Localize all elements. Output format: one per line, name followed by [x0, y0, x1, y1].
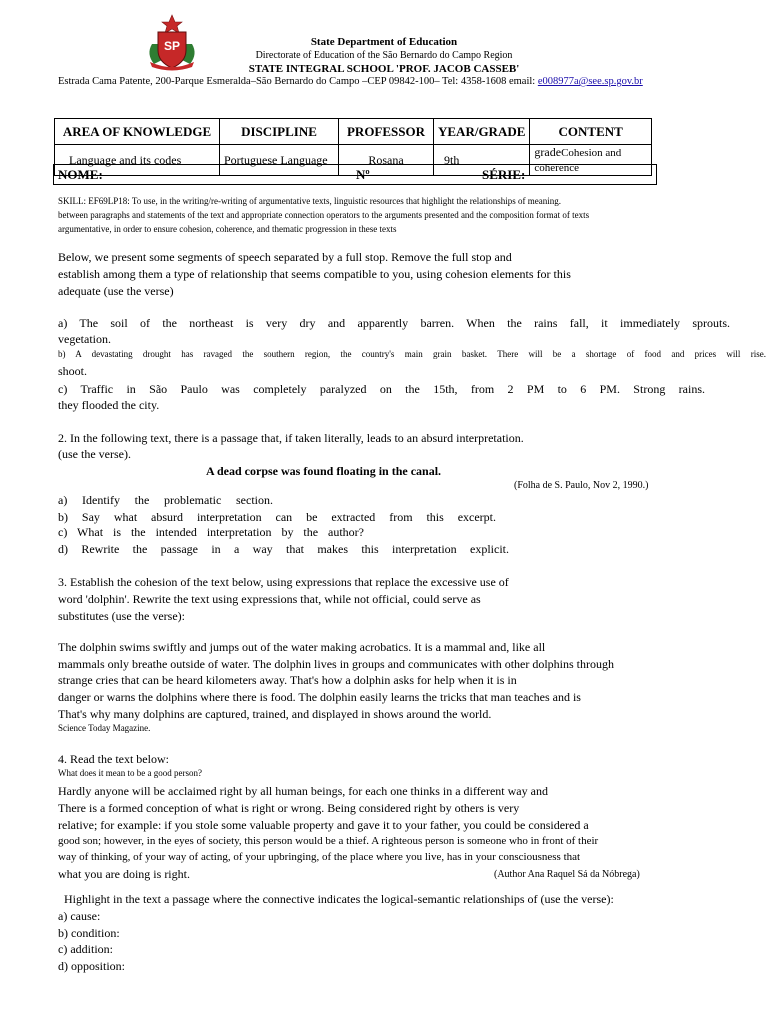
q2-item-a: a) Identify the problematic section. — [58, 493, 273, 507]
q1-item-c: c) Traffic in São Paulo was completely paralyzed on the 15th, from 2 PM to 6 PM. Strong rains. — [58, 382, 705, 396]
header-professor: PROFESSOR — [339, 119, 434, 145]
school-name: STATE INTEGRAL SCHOOL 'PROF. JACOB CASSEB' — [248, 63, 520, 75]
q3-line-3: substitutes (use the verse): — [58, 609, 185, 623]
q2-item-b: b) Say what absurd interpretation can be extracted from this excerpt. — [58, 510, 496, 524]
number-label: Nº — [356, 167, 370, 182]
header-area: AREA OF KNOWLEDGE — [55, 119, 220, 145]
header-content: CONTENT — [530, 119, 652, 145]
q3-text-2: mammals only breathe outside of water. The dolphin lives in groups and communicates with other dolphins through — [58, 657, 615, 671]
value-grade: grade — [534, 145, 562, 159]
skill-line-3: argumentative, in order to ensure cohesion, coherence, and thematic progression in these texts — [58, 224, 397, 234]
header-year-grade: YEAR/GRADE — [434, 119, 530, 145]
department-heading: State Department of Education — [310, 36, 458, 48]
serie-label: SÉRIE: — [482, 167, 526, 182]
q4-text-1: Hardly anyone will be acclaimed right by all human beings, for each one thinks in a different way and — [58, 784, 548, 798]
address-line — [58, 76, 643, 87]
q4-item-d: d) opposition: — [58, 959, 126, 973]
q1-item-a: a) The soil of the northeast is very dry and apparently barren. When the rains fall, it immediately sprouts. — [58, 316, 730, 330]
nome-label: NOME: — [58, 167, 103, 182]
q2-headline: A dead corpse was found floating in the canal. — [206, 464, 442, 478]
q4-instruction: Highlight in the text a passage where the connective indicates the logical-semantic relationships of (use the verse): — [64, 892, 614, 906]
q2-item-d: d) Rewrite the passage in a way that makes this interpretation explicit. — [58, 542, 509, 556]
q4-title: 4. Read the text below: — [58, 752, 169, 766]
q3-source: Science Today Magazine. — [58, 723, 151, 733]
table-header-row — [55, 119, 652, 145]
q3-line-1: 3. Establish the cohesion of the text below, using expressions that replace the excessive use of — [58, 575, 509, 589]
skill-line-2: between paragraphs and statements of the text and appropriate connection operators to the arguments presented and the composition format of texts — [58, 210, 590, 220]
q2-line-2: (use the verse). — [58, 447, 131, 461]
value-professor: Rosana — [339, 145, 434, 176]
q1-item-b: b) A devastating drought has ravaged the southern region, the country's main grain basket. There will be a shortage of food and prices will rise. — [58, 349, 766, 359]
email-link[interactable]: e008977a@see.sp.gov.br — [537, 76, 643, 87]
q2-line-1: 2. In the following text, there is a passage that, if taken literally, leads to an absurd interpretation. — [58, 431, 524, 445]
skill-line-1: SKILL: EF69LP18: To use, in the writing/re-writing of argumentative texts, linguistic resources that highlight the relationships of meaning. — [58, 196, 561, 206]
q4-author: (Author Ana Raquel Sá da Nóbrega) — [494, 869, 640, 880]
q2-item-c: c) What is the intended interpretation by the author? — [58, 525, 364, 539]
q4-text-5: way of thinking, of your way of acting, of your upbringing, of the place where you live, has in your consciousness that — [58, 851, 581, 863]
q4-item-a: a) cause: — [58, 909, 101, 923]
intro-line-3: adequate (use the verse) — [58, 284, 174, 298]
address-text: Estrada Cama Patente, 200-Parque Esmeralda–São Bernardo do Campo –CEP 09842-100– Tel: 4358-1608 email: — [58, 76, 538, 87]
intro-line-2: establish among them a type of relationship that seems compatible to you, using cohesion elements for this — [58, 267, 571, 281]
q4-text-2: There is a formed conception of what is right or wrong. Being considered right by others is very — [58, 801, 520, 815]
q4-text-6: what you are doing is right. — [58, 867, 190, 881]
q4-text-4: good son; however, in the eyes of society, this person would be a thief. A righteous person is someone who in front of their — [58, 835, 599, 847]
intro-line-1: Below, we present some segments of speech separated by a full stop. Remove the full stop and — [58, 250, 512, 264]
name-row — [53, 164, 657, 185]
svg-text:SP: SP — [163, 39, 181, 53]
q3-text-3: strange cries that can be heard kilometers away. That's how a dolphin asks for help when it is in — [58, 673, 517, 687]
q4-item-c: c) addition: — [58, 942, 113, 956]
q2-source: (Folha de S. Paulo, Nov 2, 1990.) — [514, 480, 649, 491]
q3-text-5: That's why many dolphins are captured, trained, and displayed in shows around the world. — [58, 707, 492, 721]
q3-text-4: danger or warns the dolphins where there is food. The dolphin easily learns the tricks that man teaches and is — [58, 690, 581, 704]
q4-text-3: relative; for example: if you stole some valuable property and gave it to your father, you could be considered a — [58, 818, 589, 832]
directorate-line: Directorate of Education of the São Bernardo do Campo Region — [255, 50, 513, 61]
q3-line-2: word 'dolphin'. Rewrite the text using expressions that, while not official, could serve as — [58, 592, 481, 606]
value-discipline: Portuguese Language — [220, 145, 339, 176]
header-discipline: DISCIPLINE — [220, 119, 339, 145]
q1-item-a-cont: vegetation. — [58, 332, 111, 346]
value-year: 9th — [434, 145, 530, 176]
q1-item-c-cont: they flooded the city. — [58, 398, 160, 412]
value-area: Language and its codes — [55, 145, 220, 176]
q4-item-b: b) condition: — [58, 926, 120, 940]
q4-subtitle: What does it mean to be a good person? — [58, 768, 202, 778]
q1-item-b-cont: shoot. — [58, 364, 88, 378]
q3-text-1: The dolphin swims swiftly and jumps out of the water making acrobatics. It is a mammal and, like all — [58, 640, 546, 654]
value-content-text: Cohesion and coherence — [534, 147, 622, 174]
